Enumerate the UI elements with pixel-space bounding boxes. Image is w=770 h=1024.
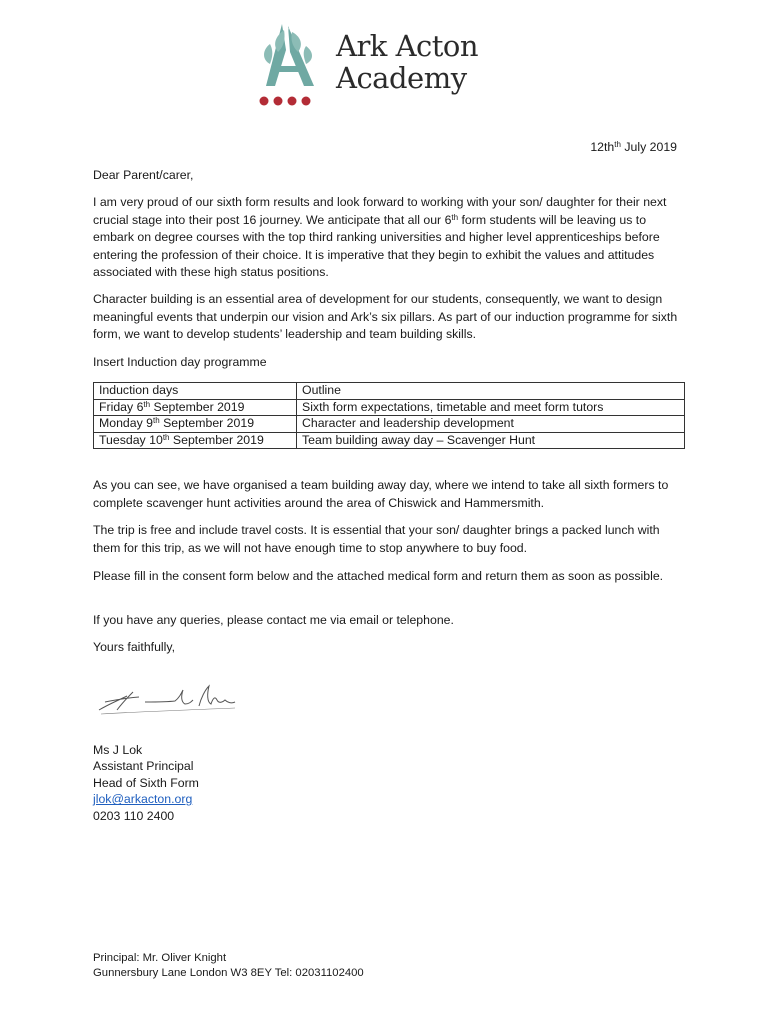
handwritten-signature [95,680,240,720]
paragraph-2: Character building is an essential area of development for our students, consequently, we want to design meaningful events that underpin our vision and Ark’s six pillars. As part of our induction programme for sixth form, we want to develop students’ leadership and team building skills. [93,292,678,341]
date-day-suffix: th [614,140,621,149]
table-row [94,416,685,433]
table-cell-outline: Team building away day – Scavenger Hunt [297,432,685,449]
table-row [94,399,685,416]
table-cell-day: Monday 9th September 2019 [94,416,297,433]
logo-line-1: Ark Acton [336,29,479,63]
table-cell-outline: Character and leadership development [297,416,685,433]
logo-wordmark [336,30,478,94]
table-cell-day: Friday 6th September 2019 [94,399,297,416]
signatory-block [93,742,199,824]
paragraph-3: As you can see, we have organised a team building away day, where we intend to take all sixth formers to complete scavenger hunt activities around the area of Chiswick and Hammersmith. [93,478,669,510]
table-row [94,432,685,449]
signatory-email-link[interactable]: jlok@arkacton.org [93,792,193,807]
letter-date [590,140,677,154]
induction-programme-table [93,382,685,449]
logo-dot-4 [302,97,311,106]
salutation: Dear Parent/carer, [93,168,194,182]
date-day: 12th [590,140,615,154]
signatory-name: Ms J Lok [93,743,143,757]
logo-dot-2 [274,97,283,106]
logo-dot-3 [288,97,297,106]
signatory-phone: 0203 110 2400 [93,808,175,823]
table-cell-outline: Sixth form expectations, timetable and meet form tutors [297,399,685,416]
paragraph-1: I am very proud of our sixth form results and look forward to working with your son/ daughter for their next crucial stage into their post 16 journey. We anticipate that all our 6th form students will be leaving us to embark on degree courses with the top third ranking universities and higher level apprenticeships before entering the profession of their choice. It is imperative that they begin to exhibit the values and attitudes associated with these high status positions. [93,195,667,279]
table-header-row [94,383,685,400]
signatory-role-1: Assistant Principal [93,759,194,774]
table-header-outline: Outline [297,383,685,400]
oak-leaf-a-icon [248,14,338,114]
date-month-year: July 2019 [620,140,677,154]
closing: Yours faithfully, [93,640,176,654]
insert-programme-label: Insert Induction day programme [93,355,267,369]
table-cell-day: Tuesday 10th September 2019 [94,432,297,449]
letter-footer [93,951,364,981]
school-logo [248,14,498,114]
footer-address: Gunnersbury Lane London W3 8EY Tel: 02031102400 [93,967,364,979]
paragraph-6: If you have any queries, please contact me via email or telephone. [93,613,454,627]
footer-principal: Principal: Mr. Oliver Knight [93,952,227,964]
paragraph-5: Please fill in the consent form below and the attached medical form and return them as soon as possible. [93,569,664,583]
logo-line-2: Academy [336,61,467,95]
logo-dot-1 [260,97,269,106]
table-header-days: Induction days [94,383,297,400]
paragraph-4: The trip is free and include travel costs. It is essential that your son/ daughter brings a packed lunch with them for this trip, as we will not have enough time to stop anywhere to buy food. [93,523,660,555]
signatory-role-2: Head of Sixth Form [93,775,199,790]
